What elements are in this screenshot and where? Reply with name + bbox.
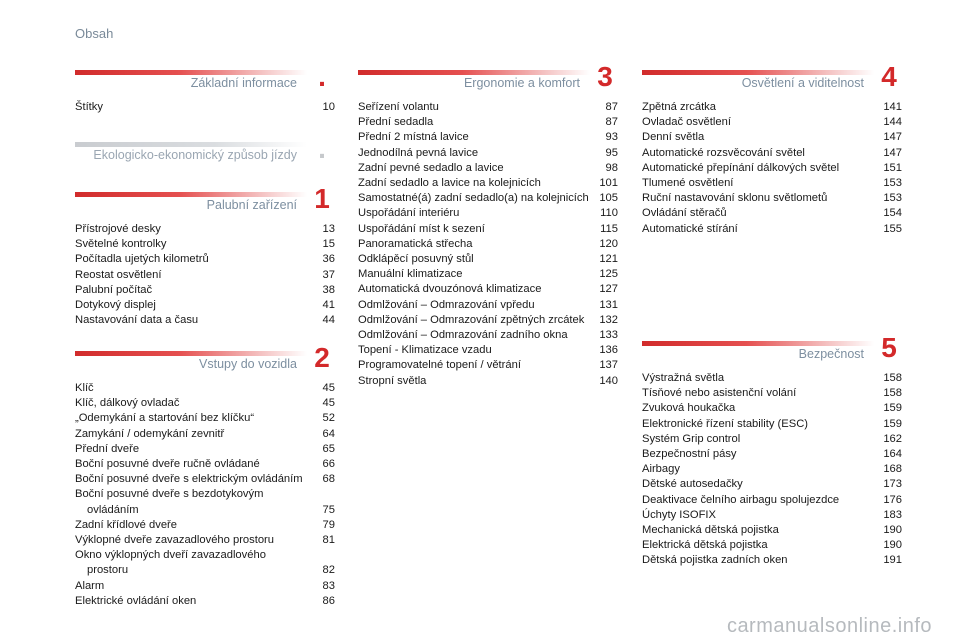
toc-entry-page: 93: [605, 131, 618, 144]
section-bar: [358, 70, 590, 75]
section-bar: [75, 70, 307, 75]
toc-entry[interactable]: [642, 538, 902, 553]
toc-entry-title: Jednodílná pevná lavice: [358, 146, 479, 159]
toc-entry-page: 153: [883, 192, 902, 205]
toc-entry-page: 13: [322, 223, 335, 235]
toc-entry[interactable]: [75, 548, 335, 578]
toc-entry-title: Boční posuvné dveře s bezdotykovým ovládáním: [75, 488, 264, 516]
toc-entry[interactable]: [642, 553, 902, 568]
toc-entry[interactable]: [75, 472, 335, 487]
toc-entry-page: 52: [322, 412, 335, 425]
toc-entry[interactable]: [642, 432, 902, 447]
toc-entry-page: 147: [883, 131, 902, 144]
section-bar: [75, 192, 307, 197]
section-title: Ekologicko-ekonomický způsob jízdy: [93, 148, 297, 162]
toc-entry-title: Stropní světla: [358, 374, 427, 387]
toc-entry-title: Klíč, dálkový ovladač: [75, 397, 180, 410]
toc-entry-title: Alarm: [75, 579, 105, 592]
section-bar: [642, 341, 874, 346]
toc-entry[interactable]: [75, 298, 335, 313]
toc-entry[interactable]: [642, 447, 902, 462]
toc-entry[interactable]: [642, 371, 902, 386]
toc-entry[interactable]: [358, 267, 618, 282]
toc-entry-title: Boční posuvné dveře s elektrickým ovládáním: [75, 473, 303, 486]
toc-entry-page: 64: [322, 427, 335, 440]
toc-entry[interactable]: [75, 396, 335, 411]
toc-entry-title: Boční posuvné dveře ručně ovládané: [75, 458, 260, 471]
toc-entry-title: Přední sedadla: [358, 116, 434, 129]
toc-entry-page: 153: [883, 177, 902, 190]
section-number: .: [318, 133, 326, 164]
section-number: 2: [314, 342, 330, 373]
toc-entry[interactable]: [75, 252, 335, 267]
toc-entry[interactable]: [75, 442, 335, 457]
toc-entry-page: 101: [599, 177, 618, 190]
toc-entry-title: Zadní křídlové dveře: [75, 518, 177, 531]
toc-entry-page: 136: [599, 344, 618, 357]
toc-entry[interactable]: [75, 381, 335, 396]
toc-entry-title: Nastavování data a času: [75, 314, 199, 327]
toc-entry-page: 86: [322, 594, 335, 607]
toc-entry-page: 159: [883, 402, 902, 415]
section-title: Palubní zařízení: [206, 198, 297, 212]
section-bezpecnost: [642, 332, 902, 569]
toc-entry[interactable]: [75, 283, 335, 298]
toc-entry-page: 82: [322, 564, 335, 577]
toc-entry-page: 141: [883, 101, 902, 113]
toc-entry[interactable]: [75, 533, 335, 548]
toc-entry-page: 45: [322, 382, 335, 394]
toc-entry-page: 154: [883, 207, 902, 220]
section-number: 3: [597, 61, 613, 92]
toc-entry-page: 87: [605, 116, 618, 129]
toc-entry[interactable]: [642, 493, 902, 508]
toc-entry[interactable]: [642, 100, 902, 115]
toc-entry-page: 158: [883, 387, 902, 400]
toc-entry-page: 115: [600, 222, 618, 235]
toc-entry-title: Samostatné(á) zadní sedadlo(a) na kolejnicích: [358, 192, 589, 205]
toc-list: [75, 100, 335, 115]
toc-entry-title: Deaktivace čelního airbagu spolujezdce: [642, 493, 840, 506]
toc-entry[interactable]: [358, 130, 618, 145]
toc-entry-page: 132: [599, 313, 618, 326]
toc-entry-title: Tísňové nebo asistenční volání: [642, 387, 797, 400]
toc-entry-title: Výklopné dveře zavazadlového prostoru: [75, 534, 275, 547]
toc-entry-title: Automatické přepínání dálkových světel: [642, 161, 840, 174]
toc-entry[interactable]: [358, 176, 618, 191]
toc-entry-page: 95: [605, 146, 618, 159]
toc-entry-title: Dotykový displej: [75, 299, 156, 312]
toc-entry-page: 164: [883, 448, 902, 461]
toc-entry-title: Úchyty ISOFIX: [642, 508, 716, 521]
toc-entry[interactable]: [358, 374, 618, 389]
section-title: Bezpečnost: [798, 347, 864, 361]
section-vstupy: [75, 342, 335, 609]
section-title: Základní informace: [190, 76, 297, 90]
toc-entry[interactable]: [75, 594, 335, 609]
section-ergonomie: [358, 61, 618, 389]
toc-entry[interactable]: [358, 252, 618, 267]
toc-entry[interactable]: [358, 100, 618, 115]
toc-entry[interactable]: [358, 237, 618, 252]
section-number: 5: [881, 332, 897, 363]
toc-entry[interactable]: [642, 508, 902, 523]
toc-entry-title: Automatické stírání: [642, 222, 738, 235]
toc-entry[interactable]: [642, 222, 902, 237]
toc-entry[interactable]: [358, 328, 618, 343]
toc-entry-title: Uspořádání interiéru: [358, 207, 460, 220]
toc-entry[interactable]: [358, 191, 618, 206]
section-bar: [75, 351, 307, 356]
toc-entry[interactable]: [358, 358, 618, 373]
toc-entry[interactable]: [75, 268, 335, 283]
toc-entry[interactable]: [642, 417, 902, 432]
section-title: Vstupy do vozidla: [199, 357, 297, 371]
section-number: 1: [314, 183, 330, 214]
section-number: 4: [881, 61, 897, 92]
toc-list: [75, 381, 335, 609]
toc-entry-page: 38: [322, 283, 335, 296]
toc-entry-title: Výstražná světla: [642, 372, 725, 384]
toc-entry[interactable]: [358, 222, 618, 237]
toc-entry-page: 36: [322, 253, 335, 266]
toc-entry[interactable]: [358, 343, 618, 358]
toc-entry[interactable]: [642, 523, 902, 538]
toc-entry[interactable]: [75, 487, 335, 517]
section-number: .: [318, 61, 326, 92]
toc-entry-page: 131: [599, 298, 618, 311]
toc-entry-title: Ruční nastavování sklonu světlometů: [642, 192, 828, 205]
toc-entry-page: 87: [605, 101, 618, 113]
toc-list: [642, 100, 902, 237]
toc-entry-page: 15: [322, 238, 335, 251]
toc-entry[interactable]: [642, 115, 902, 130]
toc-entry-title: Odmlžování – Odmrazování vpředu: [358, 298, 535, 311]
toc-entry-title: Automatické rozsvěcování světel: [642, 146, 805, 159]
toc-entry[interactable]: [642, 477, 902, 492]
section-palubni: [75, 183, 335, 328]
toc-entry-title: Zadní sedadlo a lavice na kolejnicích: [358, 177, 541, 190]
toc-entry[interactable]: [642, 401, 902, 416]
toc-entry-title: Dětské autosedačky: [642, 478, 743, 491]
toc-entry-title: Seřízení volantu: [358, 101, 439, 113]
toc-entry[interactable]: [75, 518, 335, 533]
toc-entry[interactable]: [75, 313, 335, 328]
toc-entry-title: Elektrická dětská pojistka: [642, 539, 768, 552]
toc-entry-title: Manuální klimatizace: [358, 268, 463, 281]
toc-entry-page: 45: [322, 397, 335, 410]
toc-entry-title: Zvuková houkačka: [642, 402, 736, 415]
toc-entry[interactable]: [642, 130, 902, 145]
toc-entry-page: 81: [322, 534, 335, 547]
section-title: Ergonomie a komfort: [463, 76, 580, 90]
toc-entry-page: 183: [883, 508, 902, 521]
toc-list: [75, 222, 335, 328]
toc-entry-page: 158: [883, 372, 902, 384]
toc-entry-page: 68: [322, 473, 335, 486]
toc-entry-page: 127: [599, 283, 618, 296]
toc-entry[interactable]: [358, 313, 618, 328]
toc-entry-title: Denní světla: [642, 131, 705, 144]
toc-entry-page: 79: [322, 518, 335, 531]
toc-entry-page: 151: [883, 161, 902, 174]
toc-entry-page: 110: [600, 207, 618, 220]
toc-entry-page: 65: [322, 442, 335, 455]
toc-entry-title: Přístrojové desky: [75, 223, 161, 235]
toc-entry-title: Elektrické ovládání oken: [75, 594, 197, 607]
toc-entry-page: 44: [322, 314, 335, 327]
toc-entry-page: 147: [883, 146, 902, 159]
toc-entry-page: 10: [322, 101, 335, 113]
toc-entry-page: 162: [883, 432, 902, 445]
toc-entry-title: Elektronické řízení stability (ESC): [642, 417, 808, 430]
toc-entry-page: 121: [599, 253, 618, 266]
toc-entry-page: 66: [322, 458, 335, 471]
toc-list: [358, 100, 618, 389]
toc-entry-page: 191: [883, 554, 902, 567]
toc-entry[interactable]: [642, 386, 902, 401]
toc-entry-title: Programovatelné topení / větrání: [358, 359, 521, 372]
toc-entry-title: Okno výklopných dveří zavazadlového prostoru: [75, 549, 266, 577]
toc-entry[interactable]: [358, 206, 618, 221]
toc-entry-page: 37: [322, 268, 335, 281]
toc-entry-page: 41: [322, 299, 335, 312]
toc-entry-title: Automatická dvouzónová klimatizace: [358, 283, 542, 296]
toc-entry-title: Přední 2 místná lavice: [358, 131, 469, 144]
toc-entry-title: Reostat osvětlení: [75, 268, 162, 281]
toc-entry-title: Zamykání / odemykání zevnitř: [75, 427, 225, 440]
toc-entry-title: Systém Grip control: [642, 432, 741, 445]
toc-entry-title: Zpětná zrcátka: [642, 101, 716, 113]
toc-entry-title: Ovládání stěračů: [642, 207, 727, 220]
toc-entry-title: Štítky: [75, 101, 103, 113]
section-osvetleni: [642, 61, 902, 237]
toc-entry-title: Přední dveře: [75, 442, 140, 455]
toc-entry[interactable]: [642, 176, 902, 191]
toc-entry-title: Odmlžování – Odmrazování zadního okna: [358, 329, 568, 342]
toc-entry-page: 105: [599, 192, 618, 205]
toc-entry-title: Tlumené osvětlení: [642, 177, 734, 190]
toc-entry[interactable]: [75, 579, 335, 594]
toc-entry[interactable]: [75, 222, 335, 237]
toc-entry-title: Odmlžování – Odmrazování zpětných zrcátek: [358, 313, 585, 326]
toc-entry-page: 144: [883, 116, 902, 129]
toc-entry[interactable]: [358, 282, 618, 297]
toc-entry-page: 133: [599, 329, 618, 342]
toc-entry-title: Uspořádání míst k sezení: [358, 222, 485, 235]
toc-entry-title: Ovladač osvětlení: [642, 116, 731, 129]
toc-entry[interactable]: [75, 237, 335, 252]
toc-entry-page: 190: [883, 539, 902, 552]
page-label: Obsah: [75, 26, 114, 41]
toc-entry-page: 190: [883, 524, 902, 537]
toc-entry-title: „Odemykání a startování bez klíčku“: [75, 412, 255, 425]
toc-entry[interactable]: [358, 115, 618, 130]
toc-entry-page: 137: [599, 359, 618, 372]
section-zakladni: [75, 61, 335, 115]
toc-entry[interactable]: [642, 191, 902, 206]
toc-entry[interactable]: [642, 146, 902, 161]
toc-entry-title: Klíč: [75, 382, 94, 394]
toc-entry-page: 83: [322, 579, 335, 592]
toc-entry-title: Odklápěcí posuvný stůl: [358, 253, 474, 266]
toc-entry-page: 120: [599, 237, 618, 250]
toc-entry[interactable]: [358, 298, 618, 313]
toc-entry-title: Dětská pojistka zadních oken: [642, 554, 788, 567]
toc-entry-page: 140: [599, 374, 618, 387]
toc-entry-title: Zadní pevné sedadlo a lavice: [358, 161, 504, 174]
toc-entry[interactable]: [642, 462, 902, 477]
toc-entry[interactable]: [358, 146, 618, 161]
toc-entry-page: 125: [599, 268, 618, 281]
toc-entry[interactable]: [75, 427, 335, 442]
toc-entry-page: 159: [883, 417, 902, 430]
toc-entry-title: Palubní počítač: [75, 283, 153, 296]
toc-entry-title: Počítadla ujetých kilometrů: [75, 253, 209, 266]
toc-entry-title: Airbagy: [642, 463, 680, 476]
toc-entry-title: Panoramatická střecha: [358, 237, 473, 250]
toc-entry-title: Topení - Klimatizace vzadu: [358, 344, 492, 357]
toc-entry[interactable]: [642, 161, 902, 176]
toc-entry-page: 75: [322, 503, 335, 516]
toc-entry-title: Bezpečnostní pásy: [642, 448, 737, 461]
section-eko: [75, 133, 335, 166]
section-bar: [75, 142, 307, 147]
toc-entry[interactable]: [75, 100, 335, 115]
toc-entry[interactable]: [75, 457, 335, 472]
toc-entry-page: 155: [883, 222, 902, 235]
toc-entry-page: 168: [883, 463, 902, 476]
toc-entry[interactable]: [358, 161, 618, 176]
section-title: Osvětlení a viditelnost: [741, 76, 864, 90]
toc-entry-title: Mechanická dětská pojistka: [642, 524, 779, 537]
toc-entry-page: 176: [883, 493, 902, 506]
toc-entry[interactable]: [75, 411, 335, 426]
toc-entry[interactable]: [642, 206, 902, 221]
toc-entry-page: 98: [605, 161, 618, 174]
watermark: carmanualsonline.info: [726, 615, 932, 637]
toc-list: [642, 371, 902, 569]
toc-entry-page: 173: [883, 478, 902, 491]
section-bar: [642, 70, 874, 75]
toc-entry-title: Světelné kontrolky: [75, 238, 167, 251]
